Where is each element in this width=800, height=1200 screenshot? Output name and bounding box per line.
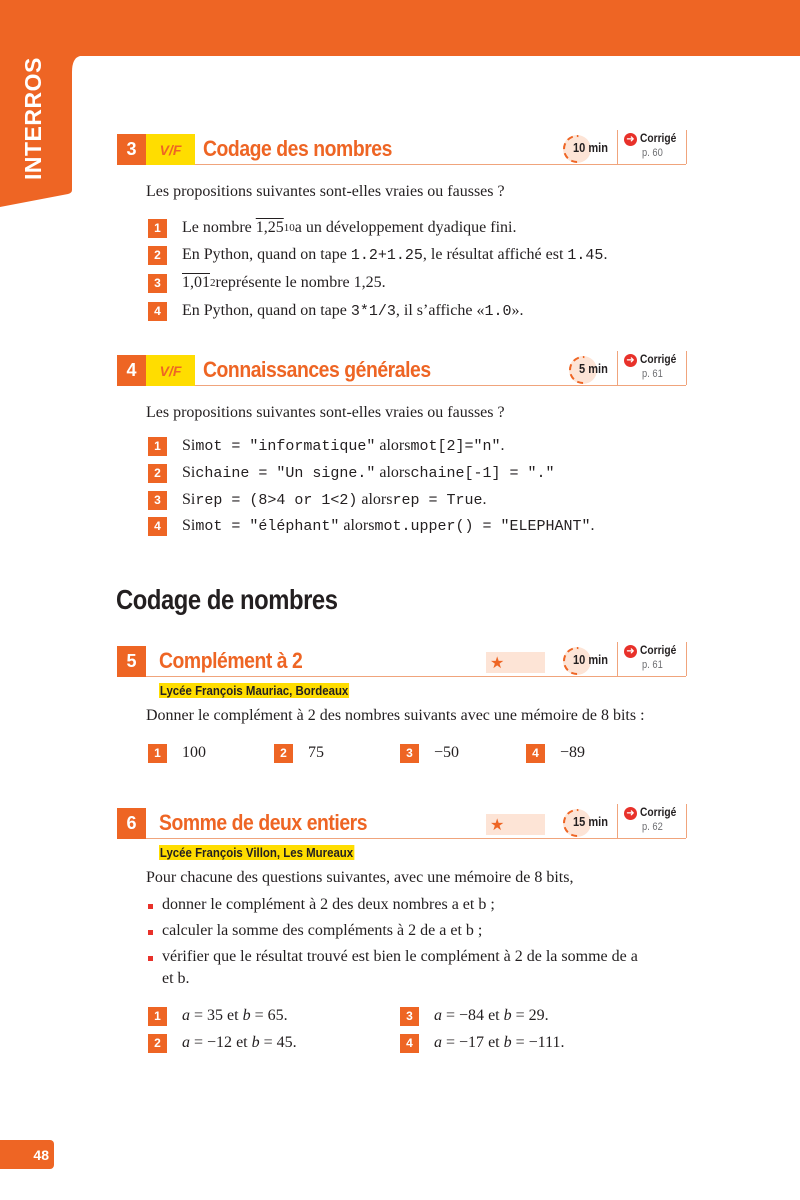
item-text: , le résultat affiché est xyxy=(422,246,564,263)
item-text: a un développement dyadique fini. xyxy=(294,219,517,236)
school-label: Lycée François Mauriac, Bordeaux xyxy=(159,683,349,698)
duration-indicator xyxy=(563,134,613,164)
item-text: . xyxy=(603,246,608,263)
var-a: a xyxy=(434,1007,442,1024)
item-number: 3 xyxy=(400,1007,419,1026)
list-item xyxy=(148,218,516,238)
item-code: 3*1/3 xyxy=(350,302,396,320)
list-item xyxy=(148,301,523,321)
corrige-link[interactable] xyxy=(617,130,687,164)
duration-indicator xyxy=(563,808,613,838)
var-a: a xyxy=(182,1034,190,1051)
var-b: b xyxy=(503,1034,512,1051)
corrige-link[interactable] xyxy=(617,351,687,385)
item-text: Si xyxy=(182,491,196,508)
corrige-page: p. 61 xyxy=(642,659,663,671)
corrige-label: Corrigé xyxy=(640,131,677,145)
list-item xyxy=(400,743,459,763)
duration-label: 10 min xyxy=(573,652,609,667)
item-text: . xyxy=(590,517,595,534)
arrow-right-icon: ➜ xyxy=(624,133,637,146)
true-false-badge: V/F xyxy=(146,355,195,386)
exercise-number: 5 xyxy=(117,646,146,677)
bullet-continuation: et b. xyxy=(162,970,190,987)
corrige-page: p. 61 xyxy=(642,368,663,380)
list-item xyxy=(274,743,324,763)
item-number: 1 xyxy=(148,437,167,456)
list-item: 2 a = −12 et b = 45 . xyxy=(148,1033,297,1053)
exercise-number: 4 xyxy=(117,355,146,386)
item-number: 4 xyxy=(148,302,167,321)
item-code: mot[2]="n" xyxy=(410,437,501,455)
item-number: 3 xyxy=(400,744,419,763)
difficulty-star-icon: ★ xyxy=(486,652,545,673)
item-text: alors xyxy=(379,437,411,454)
corrige-link[interactable] xyxy=(617,642,687,676)
item-number: 2 xyxy=(148,246,167,265)
section-title: Codage de nombres xyxy=(116,584,338,615)
exercise-5-header xyxy=(117,643,686,677)
list-item xyxy=(148,436,505,456)
item-text: . xyxy=(500,437,505,454)
item-code: mot = "informatique" xyxy=(195,437,376,455)
corrige-page: p. 62 xyxy=(642,821,663,833)
exercise-number: 3 xyxy=(117,134,146,165)
conjunction: et xyxy=(227,1007,239,1024)
value-b: −111 xyxy=(528,1034,561,1051)
corrige-label: Corrigé xyxy=(640,805,677,819)
item-exponent: 2 xyxy=(210,277,216,289)
item-code: chaine[-1] = "." xyxy=(410,464,555,482)
exercise-3-header xyxy=(117,131,686,165)
item-value: −50 xyxy=(434,744,460,761)
exercise-4-header xyxy=(117,352,686,386)
value-b: 29 xyxy=(528,1007,545,1024)
item-text: En Python, quand on tape xyxy=(182,246,347,263)
exercise-title: Codage des nombres xyxy=(203,136,392,161)
item-number: 1 xyxy=(148,744,167,763)
value-a: −12 xyxy=(207,1034,233,1051)
item-code: chaine = "Un signe." xyxy=(195,464,376,482)
corrige-page: p. 60 xyxy=(642,147,663,159)
item-text: . xyxy=(482,491,487,508)
duration-indicator xyxy=(563,646,613,676)
item-code: 1.2+1.25 xyxy=(350,246,423,264)
exercise-6-intro: Pour chacune des questions suivantes, avec une mémoire de 8 bits, xyxy=(146,869,574,886)
item-text: Le nombre xyxy=(182,219,252,236)
bullet-text: calculer la somme des compléments à 2 de a et b ; xyxy=(162,922,483,939)
list-item xyxy=(148,463,555,483)
item-value: 75 xyxy=(308,744,324,761)
arrow-right-icon: ➜ xyxy=(624,354,637,367)
corrige-label: Corrigé xyxy=(640,352,677,366)
item-number: 4 xyxy=(526,744,545,763)
item-code: 1.0 xyxy=(484,302,512,320)
duration-label: 10 min xyxy=(573,140,609,155)
item-code: rep = True xyxy=(392,491,483,509)
value-a: 35 xyxy=(207,1007,224,1024)
var-b: b xyxy=(242,1007,251,1024)
list-item: 3 a = −84 et b = 29 . xyxy=(400,1006,549,1026)
bullet-item xyxy=(149,896,495,914)
item-code: 1.45 xyxy=(567,246,604,264)
conjunction: et xyxy=(236,1034,248,1051)
var-a: a xyxy=(182,1007,190,1024)
item-number: 4 xyxy=(148,517,167,536)
conjunction: et xyxy=(488,1007,500,1024)
item-code: rep = (8>4 or 1<2) xyxy=(195,491,358,509)
value-b: 65 xyxy=(267,1007,284,1024)
top-band xyxy=(0,0,800,56)
value-b: 45 xyxy=(276,1034,293,1051)
exercise-number: 6 xyxy=(117,808,146,839)
list-item: 4 a = −17 et b = −111 . xyxy=(400,1033,564,1053)
exercise-title: Somme de deux entiers xyxy=(159,810,368,835)
item-math: 1,01 xyxy=(182,274,210,291)
item-text: représente le nombre 1,25. xyxy=(215,274,386,291)
item-number: 4 xyxy=(400,1034,419,1053)
value-a: −84 xyxy=(459,1007,485,1024)
duration-label: 5 min xyxy=(579,361,608,376)
item-number: 1 xyxy=(148,1007,167,1026)
bullet-text: vérifier que le résultat trouvé est bien le complément à 2 de la somme de a xyxy=(162,948,638,965)
exercise-4-intro: Les propositions suivantes sont-elles vraies ou fausses ? xyxy=(146,404,505,421)
school-label: Lycée François Villon, Les Mureaux xyxy=(159,845,354,860)
bullet-item xyxy=(149,922,482,940)
item-text: alors xyxy=(361,491,393,508)
item-value: 100 xyxy=(182,744,206,761)
list-item xyxy=(148,245,607,265)
corrige-link[interactable] xyxy=(617,804,687,838)
exercise-6-header xyxy=(117,805,686,839)
bullet-text: donner le complément à 2 des deux nombres a et b ; xyxy=(162,896,495,913)
exercise-title: Connaissances générales xyxy=(203,357,431,382)
exercise-title: Complément à 2 xyxy=(159,648,303,673)
list-item xyxy=(526,743,585,763)
item-text: alors xyxy=(343,517,375,534)
list-item xyxy=(148,490,487,510)
item-number: 3 xyxy=(148,491,167,510)
page-number: 48 xyxy=(0,1140,54,1169)
duration-label: 15 min xyxy=(573,814,609,829)
item-code: mot.upper() = "ELEPHANT" xyxy=(374,517,591,535)
item-code: mot = "éléphant" xyxy=(195,517,340,535)
list-item xyxy=(148,516,595,536)
difficulty-star-icon: ★ xyxy=(486,814,545,835)
item-text: Si xyxy=(182,464,196,481)
var-b: b xyxy=(251,1034,260,1051)
corrige-label: Corrigé xyxy=(640,643,677,657)
item-number: 2 xyxy=(148,1034,167,1053)
item-text: Si xyxy=(182,437,196,454)
item-text: Si xyxy=(182,517,196,534)
item-math: 1,25 xyxy=(255,219,284,236)
bullet-item xyxy=(149,948,638,966)
item-number: 3 xyxy=(148,274,167,293)
exercise-5-intro: Donner le complément à 2 des nombres suivants avec une mémoire de 8 bits : xyxy=(146,707,645,724)
section-tab-label: INTERROS xyxy=(20,57,46,180)
list-item xyxy=(148,273,386,293)
duration-indicator xyxy=(569,355,619,385)
item-text: alors xyxy=(379,464,411,481)
list-item: 1 a = 35 et b = 65 . xyxy=(148,1006,288,1026)
var-a: a xyxy=(434,1034,442,1051)
true-false-badge: V/F xyxy=(146,134,195,165)
item-value: −89 xyxy=(560,744,586,761)
arrow-right-icon: ➜ xyxy=(624,645,637,658)
item-text: ». xyxy=(511,302,524,319)
value-a: −17 xyxy=(459,1034,485,1051)
conjunction: et xyxy=(488,1034,500,1051)
item-text: , il s’affiche « xyxy=(395,302,485,319)
item-number: 1 xyxy=(148,219,167,238)
exercise-3-intro: Les propositions suivantes sont-elles vraies ou fausses ? xyxy=(146,183,505,200)
item-text: En Python, quand on tape xyxy=(182,302,347,319)
item-number: 2 xyxy=(148,464,167,483)
item-exponent: 10 xyxy=(283,222,295,234)
var-b: b xyxy=(503,1007,512,1024)
list-item xyxy=(148,743,206,763)
arrow-right-icon: ➜ xyxy=(624,807,637,820)
item-number: 2 xyxy=(274,744,293,763)
